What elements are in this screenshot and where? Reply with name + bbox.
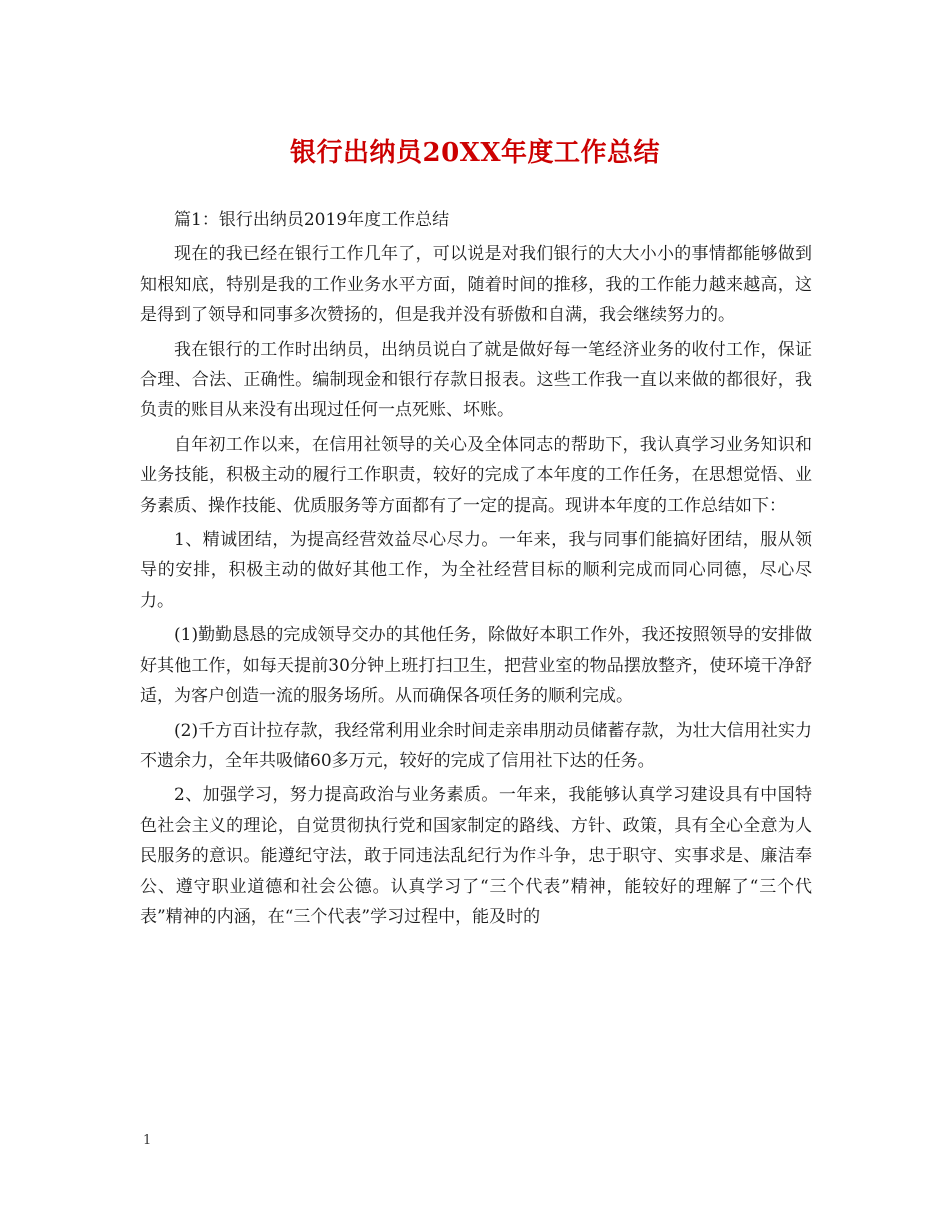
paragraph: 2、加强学习，努力提高政治与业务素质。一年来，我能够认真学习建设具有中国特色社会主义的理论，自觉贯彻执行党和国家制定的路线、方针、政策，具有全心全意为人民服务的意识。能遵纪守法，敢于同违法乱纪行为作斗争，忠于职守、实事求是、廉洁奉公、遵守职业道德和社会公德。认真学习了“三个代表”精神，能较好的理解了“三个代表”精神的内涵，在“三个代表”学习过程中，能及时的 [140, 785, 812, 927]
document-body [140, 205, 812, 936]
paragraph: 我在银行的工作时出纳员，出纳员说白了就是做好每一笔经济业务的收付工作，保证合理、合法、正确性。编制现金和银行存款日报表。这些工作我一直以来做的都很好，我负责的账目从来没有出现过任何一点死账、坏账。 [140, 339, 812, 421]
document-title: 银行出纳员20XX年度工作总结 [289, 138, 661, 168]
paragraph: 自年初工作以来，在信用社领导的关心及全体同志的帮助下，我认真学习业务知识和业务技能，积极主动的履行工作职责，较好的完成了本年度的工作任务，在思想觉悟、业务素质、操作技能、优质服务等方面都有了一定的提高。现讲本年度的工作总结如下： [140, 434, 812, 516]
page-number: 1 [143, 1133, 152, 1148]
paragraph: (1)勤勤恳恳的完成领导交办的其他任务，除做好本职工作外，我还按照领导的安排做好其他工作，如每天提前30分钟上班打扫卫生，把营业室的物品摆放整齐，使环境干净舒适，为客户创造一流的服务场所。从而确保各项任务的顺利完成。 [140, 625, 812, 707]
paragraph: (2)千方百计拉存款，我经常利用业余时间走亲串朋动员储蓄存款，为壮大信用社实力不遗余力，全年共吸储60多万元，较好的完成了信用社下达的任务。 [140, 720, 812, 771]
section-heading: 篇1：银行出纳员2019年度工作总结 [174, 210, 450, 230]
paragraph: 现在的我已经在银行工作几年了，可以说是对我们银行的大大小小的事情都能够做到知根知底，特别是我的工作业务水平方面，随着时间的推移，我的工作能力越来越高，这是得到了领导和同事多次赞扬的，但是我并没有骄傲和自满，我会继续努力的。 [140, 244, 812, 326]
paragraph: 1、精诚团结，为提高经营效益尽心尽力。一年来，我与同事们能搞好团结，服从领导的安排，积极主动的做好其他工作，为全社经营目标的顺利完成而同心同德，尽心尽力。 [140, 530, 812, 611]
